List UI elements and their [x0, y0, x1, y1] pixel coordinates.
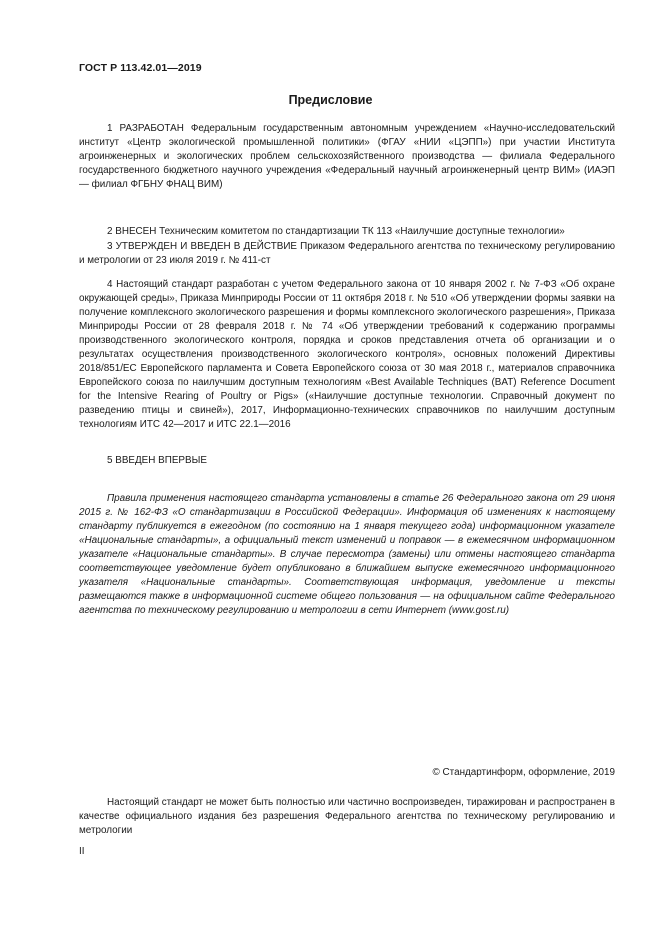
page-number: II	[79, 846, 85, 857]
page-title: Предисловие	[288, 93, 373, 107]
copyright-line: © Стандартинформ, оформление, 2019	[432, 767, 615, 778]
paragraph-basis: 4 Настоящий стандарт разработан с учетом Федерального закона от 10 января 2002 г. № 7-ФЗ «Об охране окружающей среды», Приказа Минприроды России от 11 октября 2018 г. № 510 «Об утверждении формы заявки на получение комплексного экологического разрешения и формы комплексного экологического разрешения», Приказа Минприроды России от 28 февраля 2018 г. № 74 «Об утверждении требований к содержанию программы производственного экологического контроля, порядка и сроков представления отчета об организации и о результатах осуществления производственного экологического контроля», основных положений Директивы 2018/851/ЕС Европейского парламента и Совета Европейского союза от 30 мая 2018 г., материалов справочника Европейского союза по наилучшим доступным технологиям «Best Available Techniques (BAT) Reference Document for the Intensive Rearing of Poultry or Pigs» («Наилучшие доступные технологии. Справочный документ по разведению птицы и свиней»), 2017, Информационно-технических справочников по наилучшим доступным технологиям ИТС 42—2017 и ИТС 22.1—2016	[79, 279, 615, 430]
reproduction-rights: Настоящий стандарт не может быть полностью или частично воспроизведен, тиражирован и распространен в качестве официального издания без разрешения Федерального агентства по техническому регулированию и метрологии	[79, 797, 615, 836]
paragraph-approved: 3 УТВЕРЖДЕН И ВВЕДЕН В ДЕЙСТВИЕ Приказом Федерального агентства по техническому регулированию и метрологии от 23 июля 2019 г. № 411-ст	[79, 241, 615, 266]
application-notice: Правила применения настоящего стандарта установлены в статье 26 Федерального закона от 29 июня 2015 г. № 162-ФЗ «О стандартизации в Российской Федерации». Информация об изменениях к настоящему стандарту публикуется в ежегодном (по состоянию на 1 января текущего года) информационном указателе «Национальные стандарты», а официальный текст изменений и поправок — в ежемесячном информационном указателе «Национальные стандарты». В случае пересмотра (замены) или отмены настоящего стандарта соответствующее уведомление будет опубликовано в ближайшем выпуске ежемесячного информационного указателя «Национальные стандарты». Соответствующая информация, уведомление и тексты размещаются также в информационной системе общего пользования — на официальном сайте Федерального агентства по техническому регулированию и метрологии в сети Интернет (www.gost.ru)	[79, 493, 615, 616]
paragraph-introduced: 5 ВВЕДЕН ВПЕРВЫЕ	[107, 455, 207, 466]
paragraph-developed: 1 РАЗРАБОТАН Федеральным государственным автономным учреждением «Научно-исследовательский институт «Центр экологической промышленной политики» (ФГАУ «НИИ «ЦЭПП») при участии Института агроинженерных и экологических проблем сельскохозяйственного производства — филиала Федерального государственного бюджетного научного учреждения «Федеральный научный агроинженерный центр ВИМ» (ИАЭП — филиал ФГБНУ ФНАЦ ВИМ)	[79, 123, 615, 190]
paragraph-submitted: 2 ВНЕСЕН Техническим комитетом по стандартизации ТК 113 «Наилучшие доступные технологии»	[107, 226, 565, 237]
standard-code: ГОСТ Р 113.42.01—2019	[79, 62, 202, 74]
